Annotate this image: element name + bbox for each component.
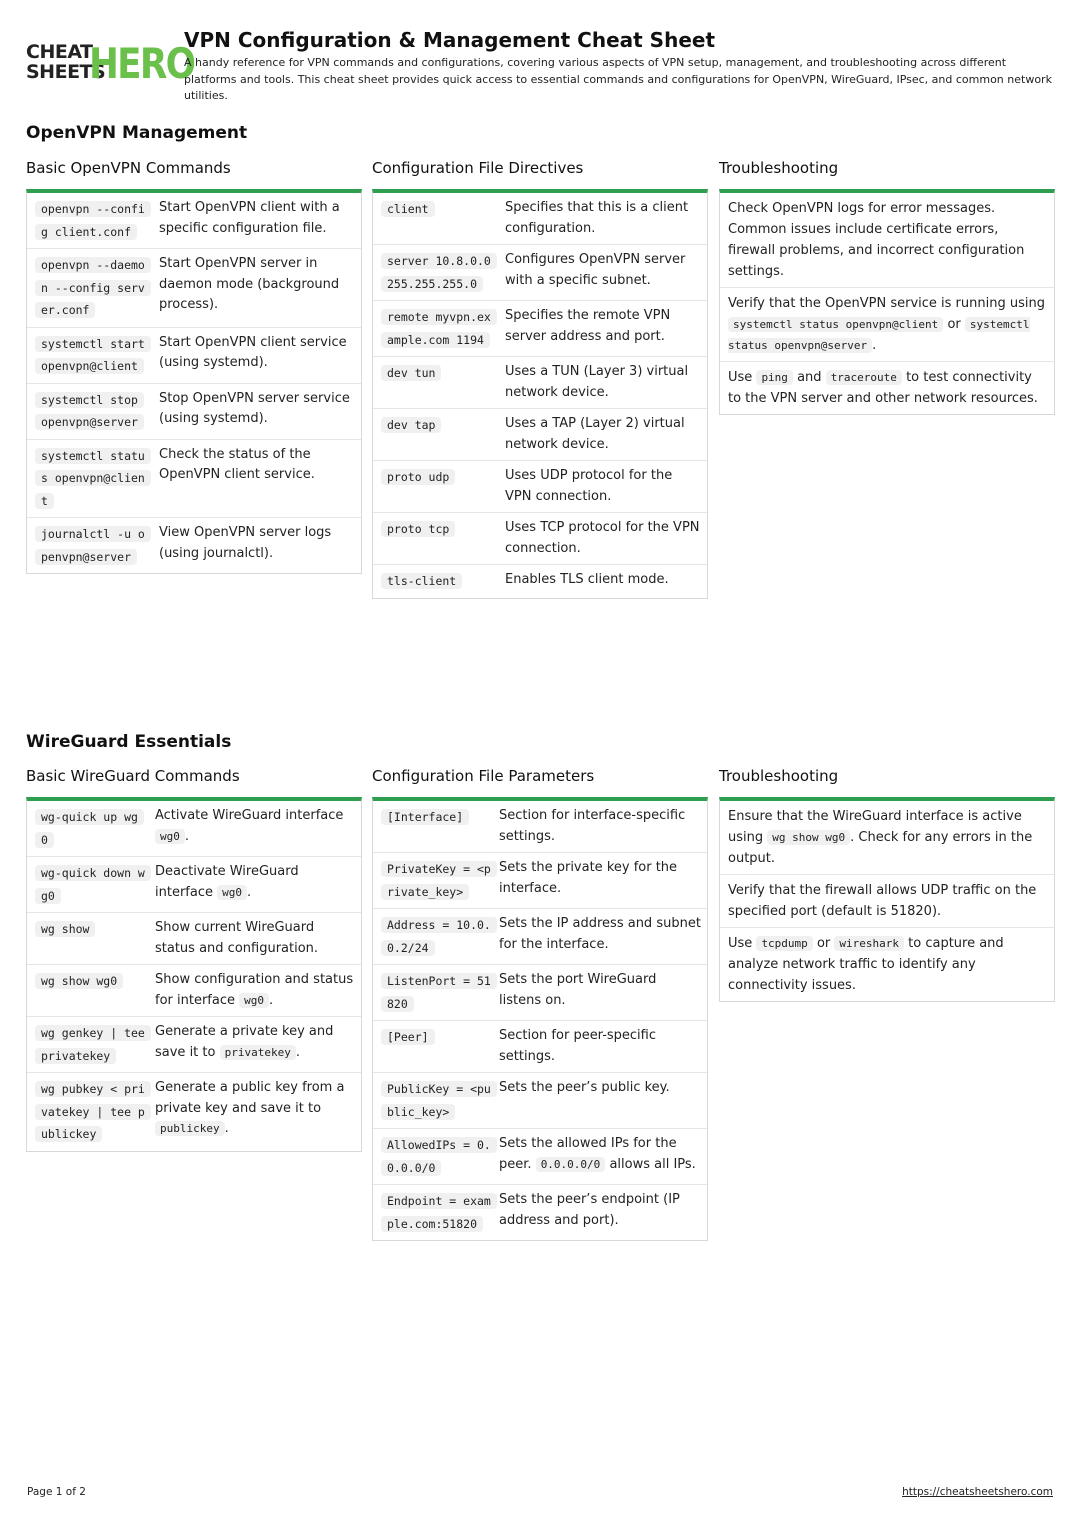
table-row — [373, 245, 707, 301]
table-row — [27, 384, 361, 440]
directive-code[interactable]: proto tcp — [381, 521, 455, 537]
table-row — [373, 357, 707, 409]
inline-code[interactable]: publickey — [155, 1121, 225, 1136]
command-code[interactable]: systemctl start openvpn@client — [35, 336, 151, 375]
troubleshooting-item: Check OpenVPN logs for error messages. Common issues include certificate errors, firewall problems, and incorrect configuration settings. — [720, 193, 1054, 288]
directive-code[interactable]: server 10.8.0.0 255.255.255.0 — [381, 253, 497, 292]
row-description: Specifies that this is a client configuration. — [505, 200, 689, 236]
section-title-openvpn: OpenVPN Management — [26, 123, 248, 143]
parameter-code[interactable]: AllowedIPs = 0.0.0.0/0 — [381, 1137, 497, 1176]
row-description: Sets the port WireGuard listens on. — [499, 972, 657, 1008]
table-row — [373, 801, 707, 853]
directive-code[interactable]: dev tap — [381, 417, 441, 433]
command-code[interactable]: systemctl status openvpn@client — [35, 448, 151, 509]
card-wireguard-commands — [26, 797, 362, 1152]
row-description: Specifies the remote VPN server address and port. — [505, 308, 671, 344]
row-description: Sets the allowed IPs for the peer. 0.0.0.0/0 allows all IPs. — [499, 1136, 696, 1172]
table-row — [27, 913, 361, 965]
row-description: Check the status of the OpenVPN client service. — [159, 446, 315, 482]
table-row — [27, 1017, 361, 1073]
command-code[interactable]: systemctl stop openvpn@server — [35, 392, 144, 431]
card-title-openvpn-troubleshooting: Troubleshooting — [719, 159, 839, 177]
row-description: Uses a TUN (Layer 3) virtual network device. — [505, 364, 689, 400]
parameter-code[interactable]: PublicKey = <public_key> — [381, 1081, 497, 1120]
card-openvpn-troubleshooting — [719, 189, 1055, 415]
inline-code[interactable]: wg0 — [239, 993, 269, 1008]
parameter-code[interactable]: [Peer] — [381, 1029, 435, 1045]
table-row — [27, 328, 361, 384]
table-row — [27, 801, 361, 857]
table-row — [373, 565, 707, 598]
table-row — [373, 1021, 707, 1073]
row-description: Stop OpenVPN server service (using systemd). — [159, 390, 350, 426]
row-description: Section for interface-specific settings. — [499, 808, 686, 844]
inline-code[interactable]: wg0 — [217, 885, 247, 900]
inline-code[interactable]: 0.0.0.0/0 — [536, 1157, 606, 1172]
row-description: Start OpenVPN server in daemon mode (background process). — [159, 256, 340, 312]
command-code[interactable]: openvpn --config client.conf — [35, 201, 151, 240]
row-description: Section for peer-specific settings. — [499, 1028, 657, 1064]
row-description: Uses TCP protocol for the VPN connection. — [505, 520, 700, 556]
inline-code[interactable]: traceroute — [826, 370, 902, 385]
inline-code[interactable]: systemctl status openvpn@server — [728, 318, 1030, 352]
parameter-code[interactable]: Endpoint = example.com:51820 — [381, 1193, 497, 1232]
footer-link[interactable]: https://cheatsheetshero.com — [902, 1486, 1053, 1498]
troubleshooting-item: Use tcpdump or wireshark to capture and analyze network traffic to identify any connectivity issues. — [728, 936, 1004, 993]
row-description: Configures OpenVPN server with a specific subnet. — [505, 252, 686, 288]
troubleshooting-item: Verify that the OpenVPN service is running using systemctl status openvpn@client or systemctl status openvpn@server . — [720, 288, 1054, 362]
logo-wordmark: CHEAT SHEETS — [26, 41, 106, 83]
row-description: Start OpenVPN client service (using systemd). — [159, 334, 347, 370]
row-description: Sets the peer’s endpoint (IP address and port). — [499, 1192, 680, 1228]
inline-code[interactable]: privatekey — [220, 1045, 296, 1060]
page-title: VPN Configuration & Management Cheat Sheet — [184, 28, 716, 52]
card-title-wireguard-troubleshooting: Troubleshooting — [719, 767, 839, 785]
table-row — [373, 193, 707, 245]
command-code[interactable]: wg-quick up wg0 — [35, 809, 144, 848]
troubleshooting-item: Use ping and traceroute to test connectivity to the VPN server and other network resources. — [728, 370, 1038, 406]
inline-code[interactable]: wg show wg0 — [767, 830, 850, 845]
table-row — [27, 1073, 361, 1151]
command-code[interactable]: wg-quick down wg0 — [35, 865, 151, 904]
troubleshooting-item: Ensure that the WireGuard interface is active using wg show wg0 . Check for any errors in the output. — [720, 801, 1054, 875]
table-row — [373, 409, 707, 461]
table-row — [373, 1073, 707, 1129]
table-row — [373, 301, 707, 357]
table-row — [27, 857, 361, 913]
table-row — [373, 853, 707, 909]
command-code[interactable]: wg show — [35, 921, 95, 937]
row-description: Sets the peer’s public key. — [499, 1080, 670, 1095]
row-description: Sets the private key for the interface. — [499, 860, 678, 896]
table-row — [373, 909, 707, 965]
table-row — [373, 461, 707, 513]
table-row — [373, 513, 707, 565]
command-code[interactable]: wg genkey | tee privatekey — [35, 1025, 151, 1064]
command-code[interactable]: openvpn --daemon --config server.conf — [35, 257, 151, 318]
troubleshooting-item: Verify that the firewall allows UDP traffic on the specified port (default is 51820). — [720, 875, 1054, 928]
table-row — [27, 965, 361, 1017]
row-description: Deactivate WireGuard interface wg0 . — [155, 864, 299, 900]
table-row — [27, 440, 361, 519]
header — [26, 28, 1056, 108]
inline-code[interactable]: wireshark — [834, 936, 904, 951]
directive-code[interactable]: tls-client — [381, 573, 462, 589]
command-code[interactable]: wg pubkey < privatekey | tee publickey — [35, 1081, 151, 1142]
card-openvpn-commands — [26, 189, 362, 574]
directive-code[interactable]: proto udp — [381, 469, 455, 485]
cheatsheetshero-logo[interactable] — [26, 39, 195, 88]
row-description: Generate a public key from a private key and save it to publickey . — [155, 1080, 345, 1136]
card-title-wireguard-parameters: Configuration File Parameters — [372, 767, 595, 785]
row-description: Generate a private key and save it to privatekey . — [155, 1024, 334, 1060]
card-openvpn-directives — [372, 189, 708, 599]
directive-code[interactable]: dev tun — [381, 365, 441, 381]
section-title-wireguard: WireGuard Essentials — [26, 732, 232, 752]
row-description: Activate WireGuard interface wg0 . — [155, 808, 344, 844]
parameter-code[interactable]: ListenPort = 51820 — [381, 973, 497, 1012]
table-row — [373, 965, 707, 1021]
row-description: Show current WireGuard status and configuration. — [155, 920, 319, 956]
inline-code[interactable]: tcpdump — [756, 936, 812, 951]
directive-code[interactable]: remote myvpn.example.com 1194 — [381, 309, 497, 348]
card-title-openvpn-commands: Basic OpenVPN Commands — [26, 159, 231, 177]
directive-code[interactable]: client — [381, 201, 435, 217]
card-wireguard-troubleshooting — [719, 797, 1055, 1002]
parameter-code[interactable]: [Interface] — [381, 809, 469, 825]
card-wireguard-parameters — [372, 797, 708, 1241]
row-description: Uses a TAP (Layer 2) virtual network device. — [505, 416, 685, 452]
row-description: Enables TLS client mode. — [505, 572, 669, 587]
command-code[interactable]: journalctl -u openvpn@server — [35, 526, 151, 565]
table-row — [373, 1185, 707, 1240]
row-description: Show configuration and status for interface wg0 . — [155, 972, 354, 1008]
parameter-code[interactable]: Address = 10.0.0.2/24 — [381, 917, 497, 956]
card-title-openvpn-directives: Configuration File Directives — [372, 159, 584, 177]
logo-hero-text: HERO — [89, 39, 195, 88]
row-description: Sets the IP address and subnet for the interface. — [499, 916, 701, 952]
parameter-code[interactable]: PrivateKey = <private_key> — [381, 861, 497, 900]
inline-code[interactable]: ping — [756, 370, 793, 385]
card-title-wireguard-commands: Basic WireGuard Commands — [26, 767, 240, 785]
row-description: View OpenVPN server logs (using journalctl). — [159, 525, 332, 561]
inline-code[interactable]: systemctl status openvpn@client — [728, 317, 943, 332]
row-description: Uses UDP protocol for the VPN connection. — [505, 468, 673, 504]
table-row — [27, 249, 361, 328]
table-row — [27, 193, 361, 249]
table-row — [373, 1129, 707, 1185]
page-number: Page 1 of 2 — [27, 1486, 86, 1498]
row-description: Start OpenVPN client with a specific configuration file. — [159, 200, 340, 236]
page-description: A handy reference for VPN commands and configurations, covering various aspects of VPN setup, management, and troubleshooting across different platforms and tools. This cheat sheet provides quick access to essential commands and configurations for OpenVPN, WireGuard, IPsec, and common network utilities. — [184, 56, 1052, 102]
command-code[interactable]: wg show wg0 — [35, 973, 123, 989]
inline-code[interactable]: wg0 — [155, 829, 185, 844]
table-row — [27, 518, 361, 573]
